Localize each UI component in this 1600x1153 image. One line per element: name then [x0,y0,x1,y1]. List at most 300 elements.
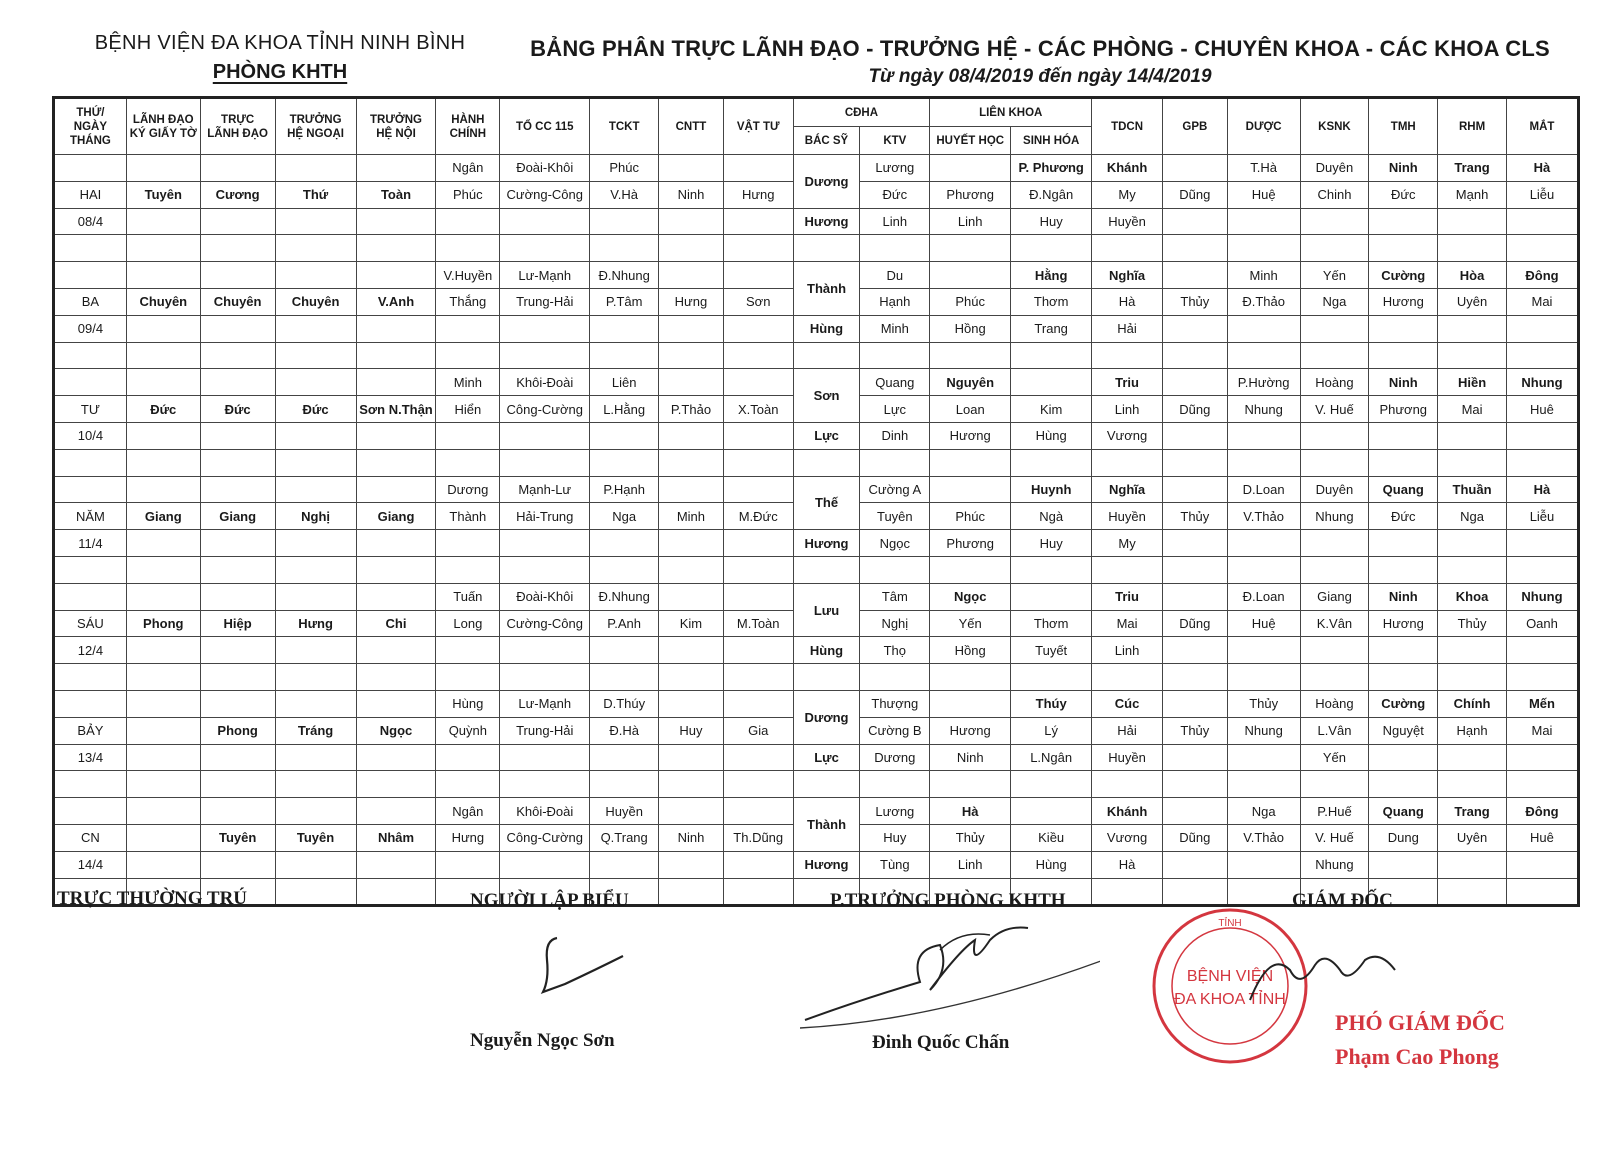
col-header-head-surgical: TRƯỞNG HỆ NGOẠI [275,98,356,155]
hematology-cell: Ninh [930,744,1011,771]
head-internal-cell-top [356,690,436,717]
head-surgical-cell-spacer [275,235,356,262]
cntt-cell: Hưng [659,288,724,315]
ktv-cell: Thọ [860,637,930,664]
admin-cell: Dương [436,476,500,503]
eye-cell: Huê [1506,824,1578,851]
hematology-cell: Hương [930,422,1011,449]
tmh-cell: Đức [1369,181,1438,208]
head-surgical-cell-spacer [275,771,356,798]
head-surgical-cell-top [275,262,356,289]
cdha-doctor-cell: Hùng [793,637,860,664]
pharmacy-cell [1227,422,1300,449]
hematology-cell: Hà [930,798,1011,825]
eye-cell-bottom [1506,530,1578,557]
hematology-cell: Hồng [930,315,1011,342]
tmh-cell-bottom [1369,744,1438,771]
tdcn-cell: Triu [1092,369,1163,396]
admin-cell: Phúc [436,181,500,208]
eye-cell: Nhung [1506,369,1578,396]
admin-cell-spacer [436,449,500,476]
leader-sign-cell: Phong [126,610,200,637]
rhm-cell: Hiền [1438,369,1507,396]
leader-sign-cell-bottom [126,744,200,771]
cntt-cell-top [659,583,724,610]
cntt-cell-top [659,262,724,289]
tckt-cell [590,530,659,557]
rhm-cell: Mai [1438,396,1507,423]
gpb-cell-spacer [1162,664,1227,691]
col-header-cdha-doctor: BÁC SỸ [793,127,860,155]
tckt-cell: D.Thúy [590,690,659,717]
team115-cell-spacer [500,556,590,583]
tmh-cell: Ninh [1369,155,1438,182]
ksnk-cell: Chinh [1300,181,1369,208]
pharmacy-cell: Nhung [1227,717,1300,744]
cdha-doctor-spacer [793,556,860,583]
tdcn-cell: Vương [1092,422,1163,449]
cntt-cell-bottom [659,851,724,878]
ksnk-cell: Giang [1300,583,1369,610]
head-internal-cell: Chi [356,610,436,637]
ktv-cell: Quang [860,369,930,396]
team115-cell [500,637,590,664]
tckt-cell: Nga [590,503,659,530]
leader-duty-cell-bottom [200,851,275,878]
head-internal-cell: Ngọc [356,717,436,744]
supplies-cell: Gia [723,717,793,744]
pharmacy-cell-spacer [1227,342,1300,369]
admin-cell [436,530,500,557]
rhm-cell-bottom [1438,530,1507,557]
day-spacer [54,155,127,182]
leader-duty-cell: Hiệp [200,610,275,637]
hematology-cell-spacer [930,664,1011,691]
cdha-doctor-cell: Thành [793,262,860,316]
tmh-cell-bottom [1369,422,1438,449]
head-surgical-cell-top [275,690,356,717]
rhm-cell: Nga [1438,503,1507,530]
hematology-cell: Hồng [930,637,1011,664]
deputy-head-name: Đinh Quốc Chấn [872,1032,1010,1053]
head-internal-cell-spacer [356,556,436,583]
tdcn-cell: Huyền [1092,208,1163,235]
rhm-cell: Trang [1438,798,1507,825]
rhm-cell: Hòa [1438,262,1507,289]
cntt-cell: Ninh [659,824,724,851]
rhm-cell-spacer [1438,771,1507,798]
supplies-cell-bottom [723,637,793,664]
rhm-cell-spacer [1438,664,1507,691]
col-header-rhm: RHM [1438,98,1507,155]
leader-sign-cell [126,824,200,851]
day-spacer [54,262,127,289]
tmh-cell-spacer [1369,235,1438,262]
col-header-head-internal: TRƯỞNG HỆ NỘI [356,98,436,155]
cdha-doctor-spacer [793,771,860,798]
leader-sign-cell-top [126,476,200,503]
ktv-cell: Du [860,262,930,289]
table-row [54,262,1579,289]
eye-cell: Hà [1506,155,1578,182]
leader-duty-cell-top [200,476,275,503]
admin-cell: Thành [436,503,500,530]
ktv-cell-spacer [860,664,930,691]
leader-sign-cell [126,717,200,744]
cntt-cell: P.Thảo [659,396,724,423]
tckt-cell-spacer [590,664,659,691]
gpb-cell-spacer [1162,556,1227,583]
head-internal-cell-top [356,798,436,825]
cntt-cell-bottom [659,208,724,235]
supplies-cell-top [723,583,793,610]
director-label: GIÁM ĐỐC [1292,890,1393,911]
supplies-cell-bottom [723,315,793,342]
rhm-cell: Khoa [1438,583,1507,610]
leader-duty-cell-spacer [200,771,275,798]
leader-duty-cell-bottom [200,744,275,771]
hematology-cell-spacer [930,449,1011,476]
rhm-cell: Thuần [1438,476,1507,503]
biochem-cell [1011,583,1092,610]
pharmacy-cell-spacer [1227,664,1300,691]
gpb-cell-top [1162,583,1227,610]
team115-cell-spacer [500,449,590,476]
tckt-cell-spacer [590,235,659,262]
cntt-cell-spacer [659,878,724,906]
team115-cell: Đoài-Khôi [500,155,590,182]
team115-cell: Cường-Công [500,610,590,637]
hematology-cell [930,690,1011,717]
leader-sign-cell-top [126,690,200,717]
tmh-cell: Quang [1369,798,1438,825]
gpb-cell-top [1162,369,1227,396]
tckt-cell: Đ.Nhung [590,262,659,289]
admin-cell: Quỳnh [436,717,500,744]
tdcn-cell-spacer [1092,449,1163,476]
tdcn-cell: Hà [1092,288,1163,315]
head-internal-cell-top [356,476,436,503]
team115-cell: Khôi-Đoài [500,798,590,825]
hematology-cell: Phúc [930,288,1011,315]
ktv-cell: Đức [860,181,930,208]
pharmacy-cell: Minh [1227,262,1300,289]
col-header-biochem: SINH HÓA [1011,127,1092,155]
leader-duty-cell-top [200,155,275,182]
head-internal-cell-bottom [356,530,436,557]
day-spacer [54,342,127,369]
hematology-cell-spacer [930,342,1011,369]
biochem-cell-spacer [1011,449,1092,476]
cdha-doctor-cell: Hương [793,530,860,557]
team115-cell: Khôi-Đoài [500,369,590,396]
hematology-cell: Thủy [930,824,1011,851]
admin-cell-spacer [436,664,500,691]
head-internal-cell-bottom [356,637,436,664]
gpb-cell-bottom [1162,744,1227,771]
head-surgical-cell-top [275,476,356,503]
ktv-cell: Cường B [860,717,930,744]
ksnk-cell [1300,530,1369,557]
cntt-cell: Huy [659,717,724,744]
leader-duty-cell-spacer [200,235,275,262]
day-spacer [54,235,127,262]
col-header-team115: TỔ CC 115 [500,98,590,155]
pharmacy-cell [1227,315,1300,342]
supplies-cell-spacer [723,664,793,691]
tmh-cell-bottom [1369,208,1438,235]
biochem-cell [1011,798,1092,825]
col-header-cntt: CNTT [659,98,724,155]
supplies-cell-top [723,798,793,825]
col-header-ksnk: KSNK [1300,98,1369,155]
ksnk-cell: Nga [1300,288,1369,315]
admin-cell: Hùng [436,690,500,717]
ktv-cell-spacer [860,449,930,476]
biochem-cell-spacer [1011,771,1092,798]
supplies-cell-bottom [723,744,793,771]
day-name: BA [54,288,127,315]
head-internal-cell-spacer [356,342,436,369]
ktv-cell-spacer [860,556,930,583]
cntt-cell-bottom [659,530,724,557]
eye-cell: Nhung [1506,583,1578,610]
tdcn-cell-spacer [1092,342,1163,369]
tdcn-cell: Linh [1092,637,1163,664]
pharmacy-cell: Huệ [1227,181,1300,208]
gpb-cell-spacer [1162,878,1227,906]
rhm-cell: Thủy [1438,610,1507,637]
pharmacy-cell: Huệ [1227,610,1300,637]
supplies-cell-bottom [723,422,793,449]
biochem-cell: Hằng [1011,262,1092,289]
admin-cell: Long [436,610,500,637]
tdcn-cell: Cúc [1092,690,1163,717]
supplies-cell: Sơn [723,288,793,315]
tckt-cell: P.Tâm [590,288,659,315]
team115-cell-spacer [500,664,590,691]
team115-cell: Trung-Hải [500,717,590,744]
admin-cell: Minh [436,369,500,396]
gpb-cell: Thủy [1162,717,1227,744]
ksnk-cell: Yến [1300,744,1369,771]
hematology-cell: Phương [930,530,1011,557]
tmh-cell: Ninh [1369,583,1438,610]
leader-sign-cell-top [126,583,200,610]
tckt-cell-spacer [590,449,659,476]
day-name: BẢY [54,717,127,744]
tckt-cell: Huyền [590,798,659,825]
admin-cell [436,637,500,664]
supplies-cell-top [723,476,793,503]
tckt-cell [590,744,659,771]
ksnk-cell-spacer [1300,235,1369,262]
day-spacer [54,583,127,610]
leader-duty-cell: Chuyên [200,288,275,315]
gpb-cell-spacer [1162,771,1227,798]
leader-duty-cell-top [200,262,275,289]
ksnk-cell: V. Huế [1300,824,1369,851]
supplies-cell-spacer [723,878,793,906]
tckt-cell: V.Hà [590,181,659,208]
deputy-head-label: P.TRƯỞNG PHÒNG KHTH [830,890,1066,911]
leader-sign-cell-bottom [126,637,200,664]
admin-cell-spacer [436,342,500,369]
col-header-pharmacy: DƯỢC [1227,98,1300,155]
cntt-cell-spacer [659,449,724,476]
table-row [54,155,1579,182]
leader-duty-cell-spacer [200,664,275,691]
admin-cell: Ngân [436,155,500,182]
cntt-cell-top [659,155,724,182]
cdha-doctor-cell: Dương [793,690,860,744]
eye-cell-spacer [1506,878,1578,906]
hematology-cell [930,262,1011,289]
head-internal-cell-bottom [356,422,436,449]
ksnk-cell: K.Vân [1300,610,1369,637]
cdha-doctor-cell: Dương [793,155,860,209]
table-row [54,476,1579,503]
pharmacy-cell [1227,637,1300,664]
tdcn-cell: Mai [1092,610,1163,637]
leader-duty-cell-top [200,798,275,825]
table-row [54,235,1579,262]
leader-sign-cell-top [126,262,200,289]
head-surgical-cell-spacer [275,664,356,691]
col-header-hematology: HUYẾT HỌC [930,127,1011,155]
gpb-cell-bottom [1162,851,1227,878]
day-spacer [54,476,127,503]
eye-cell-bottom [1506,208,1578,235]
col-header-leader-sign: LÃNH ĐẠO KÝ GIẤY TỜ [126,98,200,155]
ktv-cell: Linh [860,208,930,235]
tmh-cell-spacer [1369,664,1438,691]
admin-cell [436,744,500,771]
biochem-cell: Trang [1011,315,1092,342]
head-internal-cell: V.Anh [356,288,436,315]
team115-cell [500,744,590,771]
tmh-cell-bottom [1369,315,1438,342]
ktv-cell: Tùng [860,851,930,878]
tdcn-cell-spacer [1092,235,1163,262]
leader-duty-cell-spacer [200,342,275,369]
tmh-cell: Cường [1369,690,1438,717]
supplies-cell: M.Toàn [723,610,793,637]
duty-schedule-table [52,96,1580,907]
biochem-cell: Đ.Ngân [1011,181,1092,208]
gpb-cell-spacer [1162,342,1227,369]
biochem-cell: Hùng [1011,851,1092,878]
ksnk-cell: Hoàng [1300,690,1369,717]
hematology-cell: Linh [930,208,1011,235]
leader-duty-cell-bottom [200,422,275,449]
ktv-cell: Lương [860,798,930,825]
gpb-cell: Dũng [1162,396,1227,423]
head-internal-cell: Giang [356,503,436,530]
rhm-cell: Trang [1438,155,1507,182]
rhm-cell-bottom [1438,208,1507,235]
tckt-cell: P.Anh [590,610,659,637]
tdcn-cell: Nghĩa [1092,476,1163,503]
biochem-cell: Huy [1011,208,1092,235]
gpb-cell: Dũng [1162,610,1227,637]
head-internal-cell-bottom [356,851,436,878]
leader-duty-cell-bottom [200,637,275,664]
gpb-cell-top [1162,262,1227,289]
tdcn-cell: Hải [1092,717,1163,744]
head-surgical-cell-top [275,155,356,182]
admin-cell: Thắng [436,288,500,315]
supplies-cell-spacer [723,556,793,583]
gpb-cell-spacer [1162,235,1227,262]
head-surgical-cell-bottom [275,422,356,449]
vice-director-name: Phạm Cao Phong [1335,1044,1499,1069]
eye-cell: Oanh [1506,610,1578,637]
ksnk-cell: V. Huế [1300,396,1369,423]
tckt-cell [590,851,659,878]
ktv-cell: Dinh [860,422,930,449]
biochem-cell: Thúy [1011,690,1092,717]
supplies-cell-bottom [723,851,793,878]
cntt-cell-spacer [659,664,724,691]
pharmacy-cell: P.Hường [1227,369,1300,396]
hematology-cell: Ngọc [930,583,1011,610]
rhm-cell-bottom [1438,315,1507,342]
head-internal-cell-bottom [356,208,436,235]
eye-cell: Huê [1506,396,1578,423]
tckt-cell: Liên [590,369,659,396]
ktv-cell: Huy [860,824,930,851]
supplies-cell-top [723,155,793,182]
tdcn-cell: Linh [1092,396,1163,423]
cntt-cell-top [659,798,724,825]
document-header-left [70,32,490,84]
head-internal-cell: Nhâm [356,824,436,851]
table-row [54,449,1579,476]
leader-duty-cell-spacer [200,449,275,476]
admin-cell-spacer [436,771,500,798]
head-surgical-cell: Tráng [275,717,356,744]
day-date: 09/4 [54,315,127,342]
team115-cell [500,208,590,235]
schedule-title: BẢNG PHÂN TRỰC LÃNH ĐẠO - TRƯỞNG HỆ - CÁC PHÒNG - CHUYÊN KHOA - CÁC KHOA CLS [530,36,1550,61]
pharmacy-cell: V.Thảo [1227,824,1300,851]
tdcn-cell: Khánh [1092,798,1163,825]
tckt-cell [590,637,659,664]
tmh-cell: Nguyệt [1369,717,1438,744]
svg-text:BỆNH VIỆN: BỆNH VIỆN [1186,968,1274,985]
leader-sign-cell: Đức [126,396,200,423]
day-date: 13/4 [54,744,127,771]
leader-sign-cell-bottom [126,208,200,235]
hematology-cell: Linh [930,851,1011,878]
cntt-cell-spacer [659,556,724,583]
ktv-cell: Minh [860,315,930,342]
table-row [54,342,1579,369]
tdcn-cell-spacer [1092,556,1163,583]
team115-cell [500,315,590,342]
team115-cell: Mạnh-Lư [500,476,590,503]
ksnk-cell: Nhung [1300,503,1369,530]
gpb-cell-bottom [1162,530,1227,557]
leader-duty-cell-top [200,583,275,610]
tckt-cell: Đ.Hà [590,717,659,744]
day-spacer [54,798,127,825]
head-surgical-cell-top [275,583,356,610]
pharmacy-cell: Đ.Thảo [1227,288,1300,315]
tmh-cell: Ninh [1369,369,1438,396]
table-row [54,771,1579,798]
